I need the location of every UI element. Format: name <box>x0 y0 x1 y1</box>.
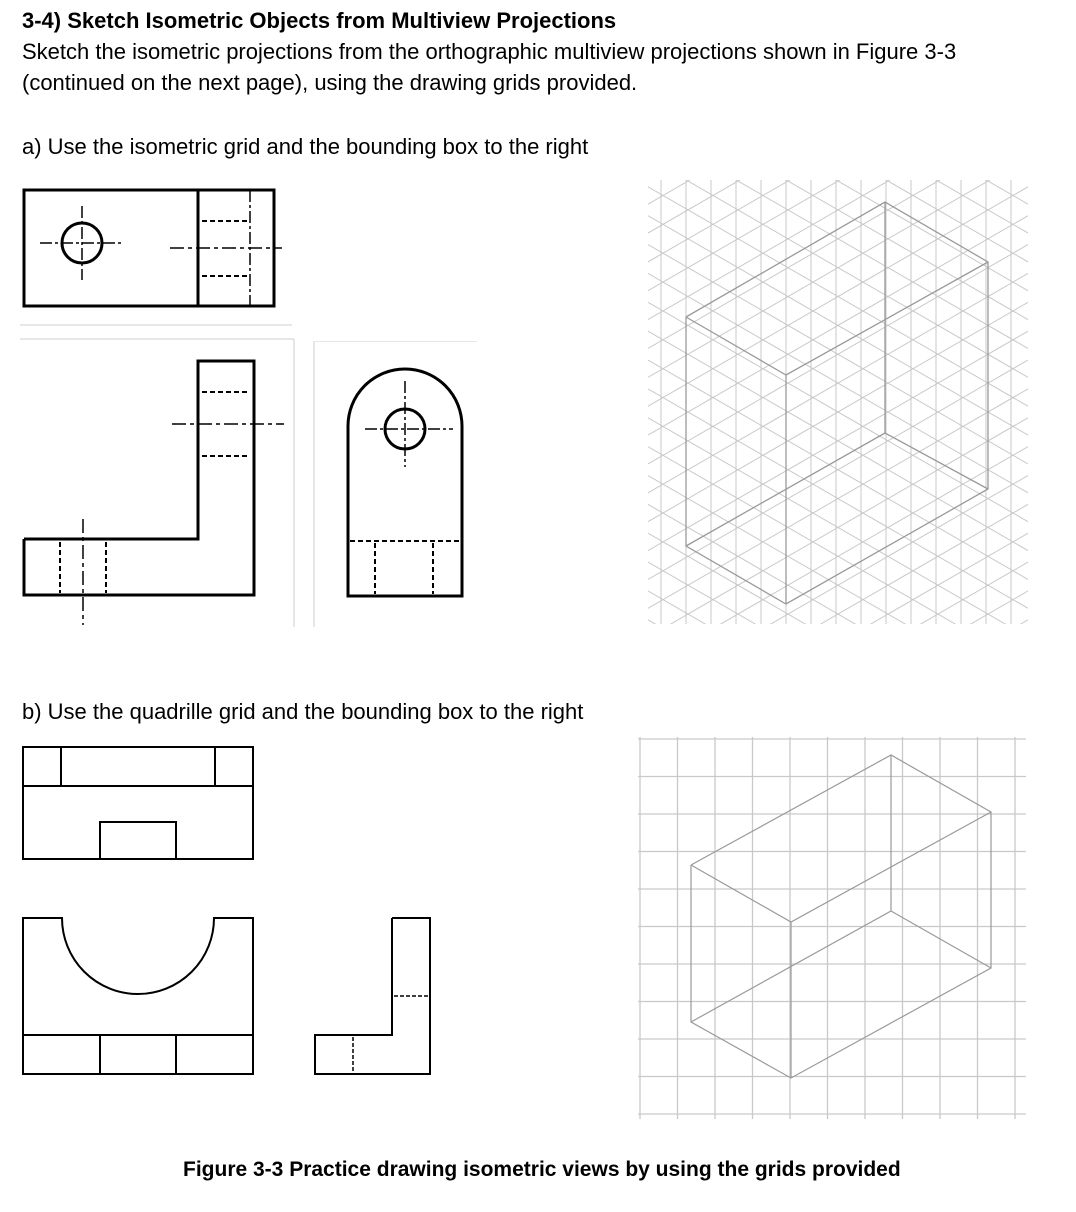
part-a-front-view <box>20 337 296 627</box>
problem-heading: 3-4) Sketch Isometric Objects from Multiview Projections <box>22 8 617 33</box>
part-b-side-view <box>312 915 434 1077</box>
part-b-instruction: b) Use the quadrille grid and the bounding box to the right <box>22 699 584 724</box>
isometric-grid <box>648 180 1028 624</box>
part-b-front-view <box>20 915 256 1077</box>
problem-intro-line2: (continued on the next page), using the drawing grids provided. <box>22 70 638 95</box>
isometric-bounding-box <box>686 202 988 604</box>
problem-intro-line1: Sketch the isometric projections from the orthographic multiview projections shown in Figure 3-3 <box>22 39 957 64</box>
figure-caption: Figure 3-3 Practice drawing isometric views by using the grids provided <box>183 1158 901 1181</box>
quadrille-grid <box>636 735 1028 1121</box>
part-a-side-view <box>313 341 479 627</box>
part-b-top-view <box>20 744 256 862</box>
quadrille-bounding-box <box>691 755 991 1078</box>
part-a-top-view <box>20 180 292 328</box>
part-a-instruction: a) Use the isometric grid and the bounding box to the right <box>22 134 589 159</box>
